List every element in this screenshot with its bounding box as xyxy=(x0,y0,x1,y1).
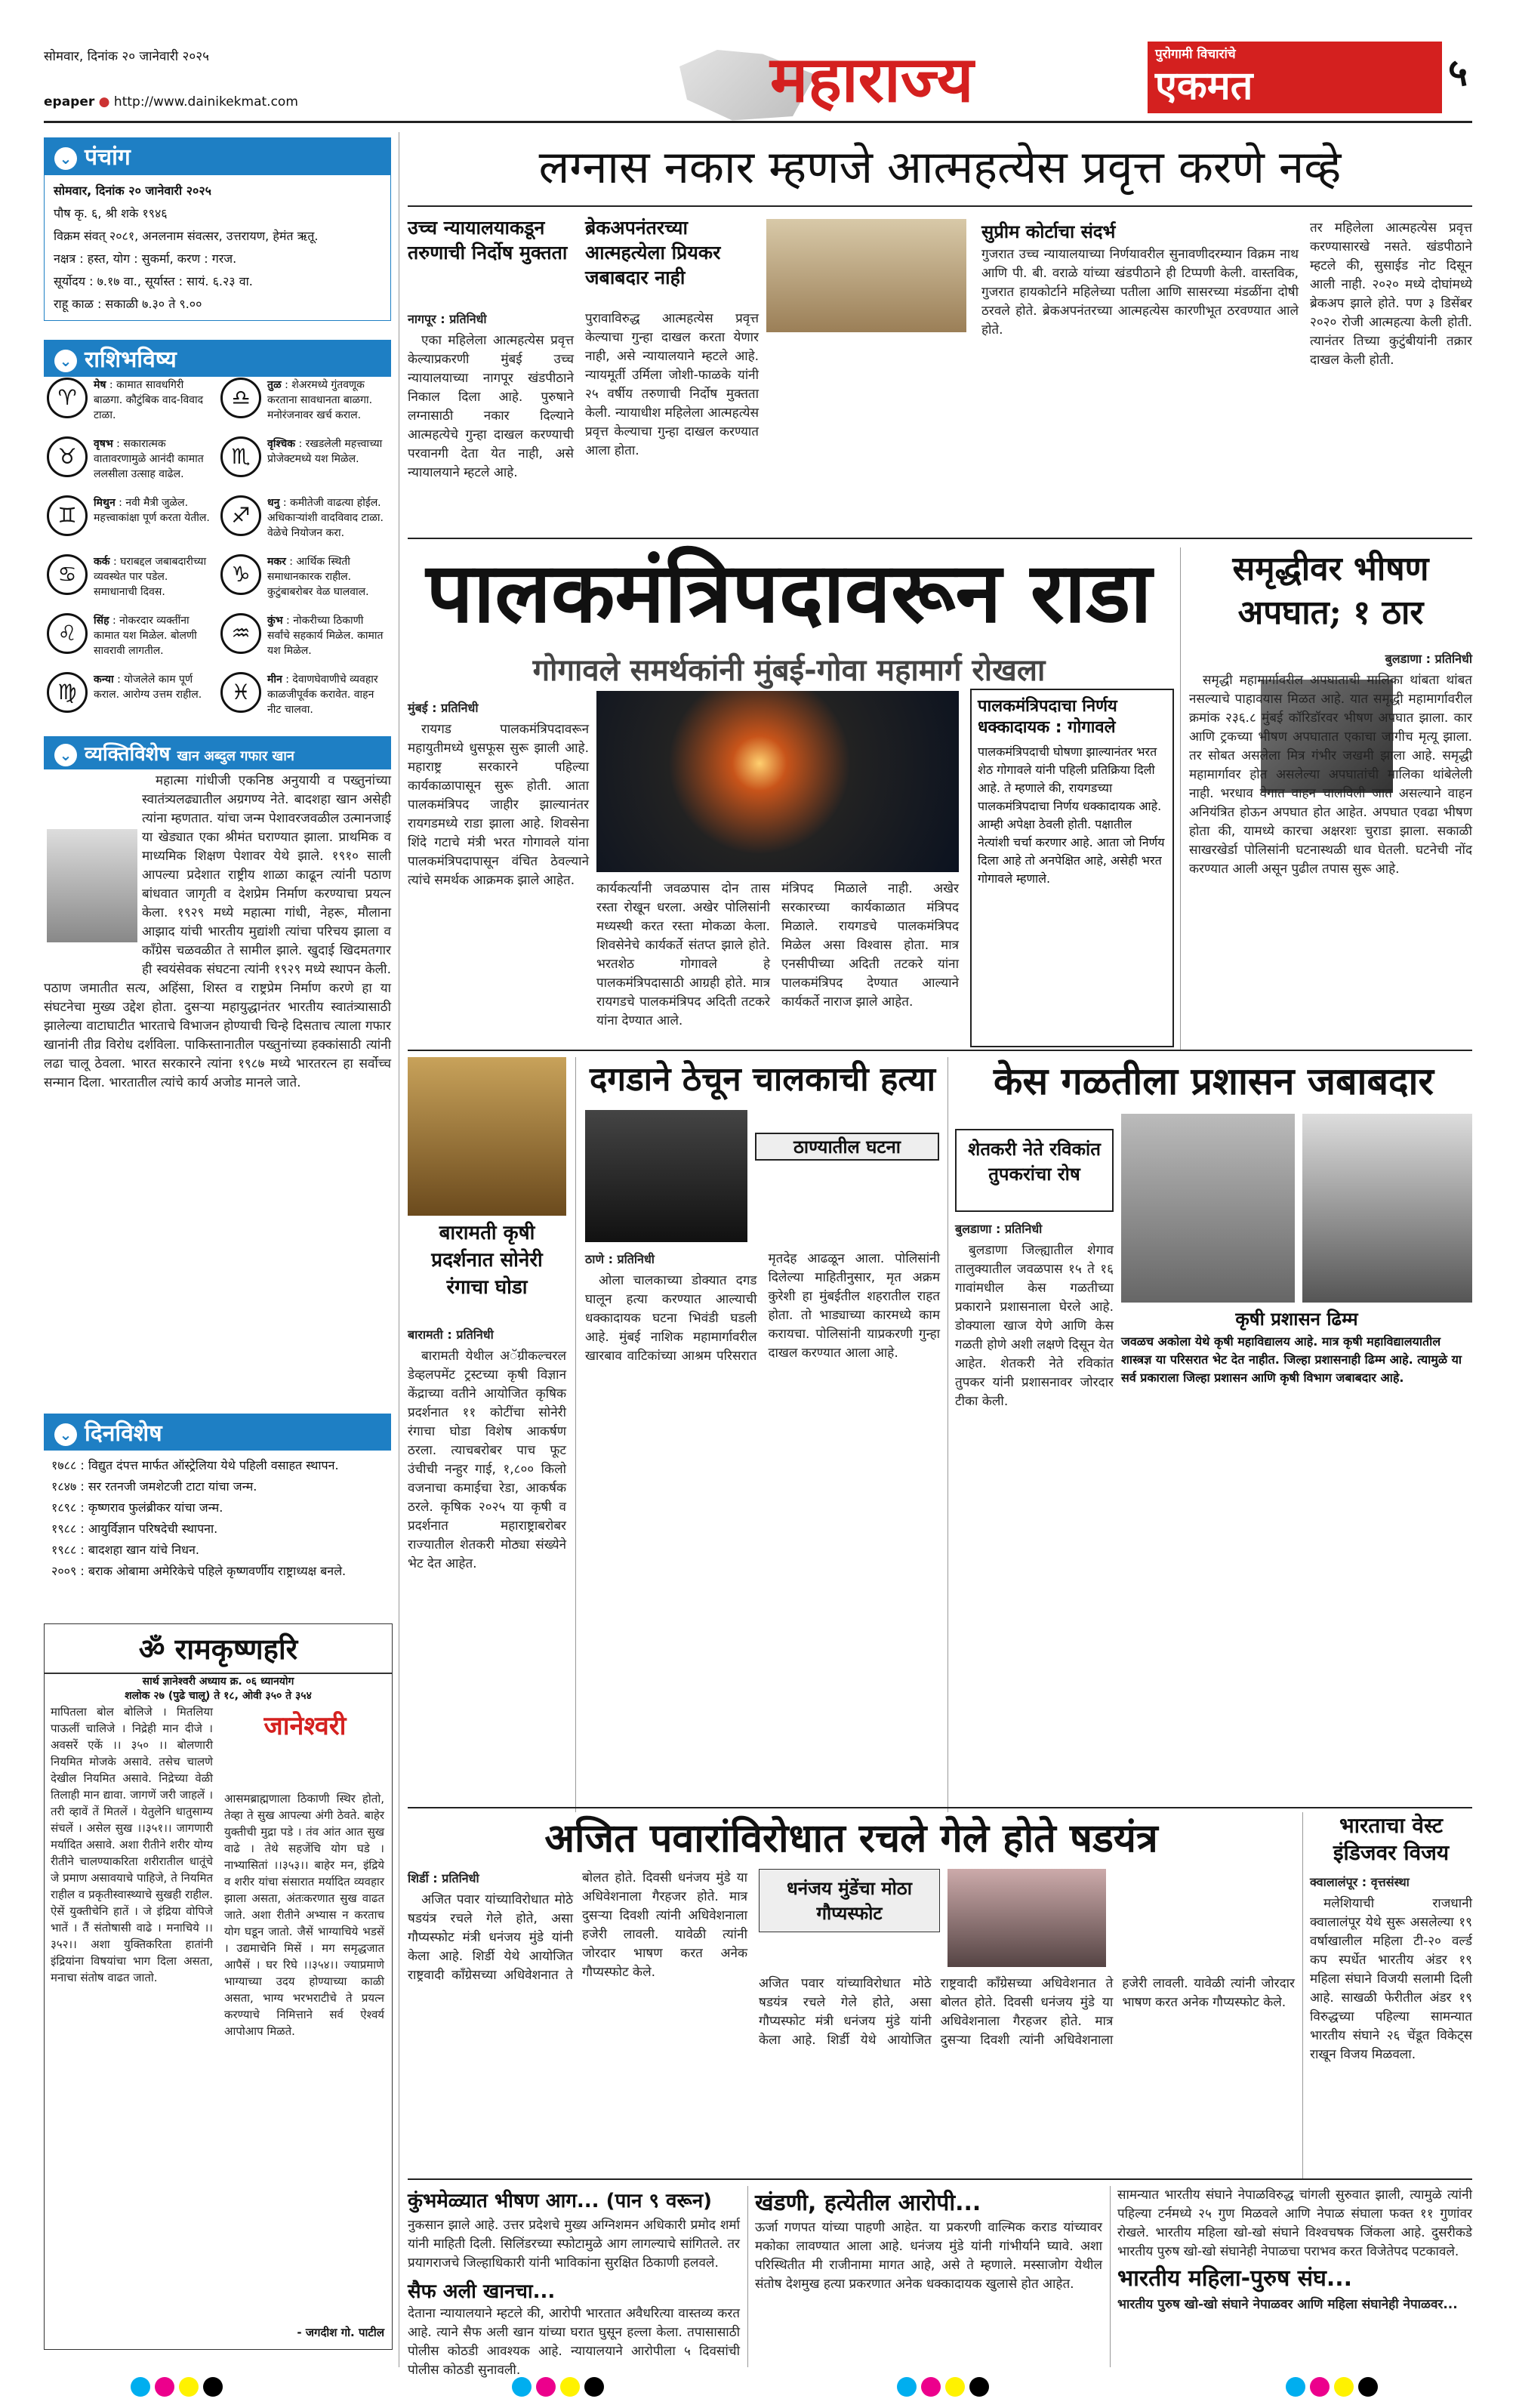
rashi-item xyxy=(47,672,214,713)
zodiac-icon: ♎ xyxy=(220,378,261,418)
lead-col1: नागपूर : प्रतिनिधी एका महिलेला आत्महत्येस प्रवृत्त केल्याप्रकरणी मुंबई उच्च न्यायालयाच्या नागपूर खंडपीठाने निकाल दिला आहे. पुरुषाने लग्नासाठी नकार दिल्याने आत्महत्येचे गुन्हा दाखल करण्याची परवानगी देता येत नाही, असे न्यायालयाने म्हटले आहे. xyxy=(408,310,574,536)
cricket-col: क्वालालंपूर : वृत्तसंस्था मलेशियाची राजधानी क्वालालंपूर येथे सुरू असलेल्या १९ वर्षाखालील महिला टी-२० वर्ल्ड कप स्पर्धेत भारतीय अंडर १९ महिला संघाने विजयी सलामी दिली आहे. साखळी फेरीतील अंडर १९ विरुद्धच्या पहिल्या सामन्यात भारतीय संघाने २६ चेंडूत विकेट्स राखून विजय मिळवला. xyxy=(1310,1873,1472,2175)
murder-col: ठाणे : प्रतिनिधी ओला चालकाच्या डोक्यात दगड घालून हत्या करण्यात आल्याची धक्कादायक घटना भिवंडी घडली आहे. मुंबई नाशिक महामार्गावरील खारबाव वाटिकांच्या आश्रम परिसरात मृतदेह आढळून आला. पोलिसांनी दिलेल्या माहितीनुसार, मृत अक्रम कुरेशी हा मुंबईतील शहरातील राहत होता. तो भाड्याच्या कारमध्ये काम करायचा. पोलिसांनी याप्रकरणी गुन्हा दाखल करण्यात आला आहे. xyxy=(585,1251,940,1364)
ajit-col1: शिर्डी : प्रतिनिधी अजित पवार यांच्याविरोधात मोठे षडयंत्र रचले गेले होते, असा गौप्यस्फोट मंत्री धनंजय मुंडे यांनी केला आहे. शिर्डी येथे आयोजित राष्ट्रवादी काँग्रेसच्या अधिवेशनात ते बोलत होते. दिवसी धनंजय मुंडे या अधिवेशनाला गैरहजर होते. मात्र दुसऱ्या दिवशी त्यांनी अधिवेशनाला हजेरी लावली. यावेळी त्यांनी जोरदार भाषण करत अनेक गौप्यस्फोट केले. xyxy=(408,1870,747,1983)
kes-headline: केस गळतीला प्रशासन जबाबदार xyxy=(994,1059,1434,1103)
rashi-name: कुंभ xyxy=(267,615,283,627)
paper-logo xyxy=(1148,42,1442,113)
rashi-heading: ⌄ राशिभविष्य xyxy=(44,340,391,377)
kumbh-col: नुकसान झाले आहे. उत्तर प्रदेशचे मुख्य अग्निशमन अधिकारी प्रमोद शर्मा यांनी माहिती दिली. सिलिंडरच्या स्फोटामुळे आग लागल्याचे सांगितले. तर प्रयागराजचे जिल्हाधिकारी यांनी भाविकांना सुरक्षित ठिकाणी हलवले. xyxy=(408,2218,740,2271)
rashi-name: मिथुन xyxy=(94,497,116,509)
ajit-headline: अजित पवारांविरोधात रचले गेले होते षडयंत्र xyxy=(544,1815,1158,1861)
murder-headline: दगडाने ठेचून चालकाची हत्या xyxy=(589,1060,936,1099)
palak-box xyxy=(970,689,1174,1047)
lead-byline: नागपूर : प्रतिनिधी xyxy=(408,312,487,326)
panchang-box xyxy=(44,137,391,321)
panchang-line: राहू काळ : सकाळी ७.३० ते ९.०० xyxy=(54,297,202,311)
tupkar-photo xyxy=(1302,1114,1472,1303)
rashi-forecast: कामात सावधगिरी बाळगा. कौटुंबिक वाद-विवाद टाळा. xyxy=(94,379,204,421)
rashi-name: मेष xyxy=(94,379,106,391)
chevron-down-icon: ⌄ xyxy=(54,350,77,372)
dinvishesh-box xyxy=(44,1414,391,1586)
palak-col1: मुंबई : प्रतिनिधी रायगड पालकमंत्रिपदावरून महायुतीमध्ये धुसफूस सुरू झाली आहे. महाराष्ट्र सरकारने पहिल्या कार्यकाळापासून सुरू होती. आता पालकमंत्रिपद जाहीर झाल्यानंतर रायगडमध्ये राडा झाला आहे. शिवसेना शिंदे गटाचे मंत्री भरत गोगावले यांना पालकमंत्रिपदापासून वंचित ठेवल्याने त्यांचे समर्थक आक्रमक झाले आहेत. xyxy=(408,698,589,1046)
dinvishesh-item: २००९ : बराक ओबामा अमेरिकेचे पहिले कृष्णवर्णीय राष्ट्राध्यक्ष बनले. xyxy=(51,1564,347,1578)
rashi-text: तुळ : शेअरमध्ये गुंतवणूक करताना सावधानता बाळगा. मनोरंजनावर खर्च कराल. xyxy=(267,379,373,421)
khandani-headline: खंडणी, हत्येतील आरोपी... xyxy=(755,2190,981,2216)
ramkrishna-title: ॐ रामकृष्णहरि xyxy=(45,1624,392,1674)
vyakti-box xyxy=(44,736,391,769)
ramkrishna-col1: मापितला बोल बोलिजे । मितलिया पाऊलीं चालिजे । निद्रेही मान दीजे । अवसरें एकें ।। ३५० ।। बोलणारी नियमित मोजके असावे. तसेच चालणे देखील नियमित असावे. निद्रेच्या वेळी तिलाही मान द्यावा. जागणें जरी जाहलें । तरी व्हावें तें मितलें । येतुलेनि धातुसाम्य संचलें । असेल सुख ।।३५१।। जागणारी मर्यादित असावे. अशा रीतीने शरीर योग्य रीतीने चालण्याकरिता शरीरातील धातूंचे जे प्रमाण असावयाचे पाहिजे, ते नियमित राहील व प्रकृतीस्वास्थ्याचे सुखही राहील. ऐसें युक्तीचेनि हातें । जे इंद्रिया वोपिजे भातें । तैं संतोषासी वाढे । मनाचिये ।।३५२।। अशा युक्तिकरिता हातांनी इंद्रियांना विषयांचा भाग दिला असता, मनाचा संतोष वाढत जातो. xyxy=(51,1705,213,1984)
zodiac-icon: ♊ xyxy=(47,495,88,536)
rashi-name: मकर xyxy=(267,556,286,568)
kes-col: बुलडाणा : प्रतिनिधी बुलडाणा जिल्ह्यातील शेगाव तालुक्यातील जवळपास १५ ते १६ गावांमधील केस गळतीच्या प्रकाराने प्रशासनाला घेरले आहे. डोक्याला खाज येणे आणि केस गळती होणे अशी लक्षणे दिसून येत आहेत. शेतकरी नेते रविकांत तुपकर यांनी प्रशासनावर जोरदार टीका केली. xyxy=(955,1219,1114,1801)
rashi-text: कन्या : योजलेले काम पूर्ण कराल. आरोग्य उत्तम राहील. xyxy=(94,674,202,701)
rashi-item xyxy=(47,378,214,423)
rashi-item xyxy=(220,495,388,541)
palak-sub: गोगावले समर्थकांनी मुंबई-गोवा महामार्ग रोखला xyxy=(532,653,1046,688)
zodiac-icon: ♈ xyxy=(47,378,88,418)
rashi-text: मेष : कामात सावधगिरी बाळगा. कौटुंबिक वाद-विवाद टाळा. xyxy=(94,379,204,421)
horse-photo xyxy=(408,1057,566,1216)
rashi-item xyxy=(220,672,388,717)
jnaneshwari-logo: जानेश्वरी xyxy=(263,1711,347,1741)
cricket-headline: भारताचा वेस्ट इंडिजवर विजय xyxy=(1333,1813,1450,1865)
rashi-forecast: घराबद्दल जबाबदारीच्या व्यवस्थेत पार पडेल. समाधानाची दिवस. xyxy=(94,556,207,598)
paper-name: एकमत xyxy=(1155,63,1253,109)
ramkrishna-sub: सार्थ ज्ञानेश्वरी अध्याय क्र. ०६ ध्यानयोग xyxy=(142,1676,294,1688)
saif-headline: सैफ अली खानचा... xyxy=(408,2280,556,2303)
zodiac-icon: ♓ xyxy=(220,672,261,713)
rashi-forecast: रखडलेली महत्त्वाच्या प्रोजेक्टमध्ये यश मिळेल. xyxy=(267,438,383,465)
rashi-text: मकर : आर्थिक स्थिती समाधानकारक राहील. कुटुंबाबरोबर वेळ घालवाल. xyxy=(267,556,369,598)
website-url: http://www.dainikekmat.com xyxy=(113,94,298,109)
murder-byline: ठाणे : प्रतिनिधी xyxy=(585,1252,655,1266)
panchang-line: सूर्योदय : ७.१७ वा., सूर्यास्त : सायं. ६.२३ वा. xyxy=(54,274,253,288)
horse-headline: बारामती कृषी प्रदर्शनात सोनेरी रंगाचा घोडा xyxy=(431,1222,543,1299)
zodiac-icon: ♉ xyxy=(47,436,88,477)
color-registration-marks xyxy=(128,2377,225,2400)
horse-col: बारामती : प्रतिनिधी बारामती येथील अॅग्रीकल्चरल डेव्हलपमेंट ट्रस्टच्या कृषी विज्ञान केंद्राच्या वतीने आयोजित कृषिक प्रदर्शनात ११ कोटींचा सोनेरी रंगाचा घोडा विशेष आकर्षण ठरला. त्याचबरोबर पाच फूट उंचीची नन्हुर गाई, १,८०० किलो वजनाचा कमाईचा रेडा, आकर्षक ठरले. कृषिक २०२५ या कृषी व प्रदर्शनात महाराष्ट्राबरोबर राज्यातील शेतकरी मोठ्या संख्येने भेट देत आहेत. xyxy=(408,1325,566,1801)
samruddhi-byline: बुलडाणा : प्रतिनिधी xyxy=(1385,652,1472,666)
murder-box: ठाण्यातील घटना xyxy=(755,1133,939,1161)
palak-box-text: पालकमंत्रिपदाची घोषणा झाल्यानंतर भरत शेठ गोगावले यांनी पहिली प्रतिक्रिया दिली आहे. ते म्हणाले की, रायगडच्या पालकमंत्रिपदाचा निर्णय धक्कादायक आहे. आम्ही अपेक्षा ठेवली होती. पक्षातील नेत्यांशी चर्चा करणार आहे. आता जो निर्णय दिला आहे तो अनपेक्षित आहे, असेही भरत गोगावले म्हणाले. xyxy=(978,745,1165,886)
ramkrishna-col2: आसमब्राह्मणाला ठिकाणी स्थिर होतो, तेव्हा ते सुख आपल्या अंगी ठेवते. बाहेर युक्तीची मुद्रा पडे । तंव आंत आत सुख वाढे । तेथे सहजेंचि योग घडे । नाभ्यासितां ।।३५३।। बाहेर मन, इंद्रिये व शरीर यांचा संसारात मर्यादित व्यवहार झाला असता, अंतःकरणात सुख वाढत जाते. अशा रीतीने अभ्यास न करताच योग घडून जातो. जैसें भाग्याचिये भडसें । उद्यमाचेनि मिसें । मग समृद्धजात आपैसें । घर रिघे ।।३५४।। ज्याप्रमाणे भाग्याच्या उदय होण्याच्या काळी असता, भाग्य भरभराटीचे ते प्रयत्न करण्याचे निमित्ताने सर्व ऐश्वर्य आपोआप मिळते. xyxy=(224,1792,384,2038)
rashi-text: धनु : कमीतेजी वाढत्या होईल. अधिकाऱ्यांशी वादविवाद टाळा. वेळेचे नियोजन करा. xyxy=(267,497,384,539)
hair-loss-photo xyxy=(1121,1114,1295,1303)
zodiac-icon: ♐ xyxy=(220,495,261,536)
rashi-forecast: नवी मैत्री जुळेल. महत्त्वाकांक्षा पूर्ण करता येतील. xyxy=(94,497,210,524)
color-registration-marks xyxy=(895,2377,991,2400)
saif-col: देताना न्यायालयाने म्हटले की, आरोपी भारतात अवैधरित्या वास्तव्य करत आहे. त्याने सैफ अली खान यांच्या घरात घुसून हल्ला केला. तपासासाठी पोलीस कोठडी आवश्यक आहे. न्यायालयाने आरोपीला ५ दिवसांची पोलीस कोठडी सुनावली. xyxy=(408,2306,740,2378)
dinvishesh-item: १७८८ : विद्युत दंपत्त मार्फत ऑस्ट्रेलिया येथे पहिली वसाहत स्थापन. xyxy=(51,1458,339,1472)
rashi-forecast: कमीतेजी वाढत्या होईल. अधिकाऱ्यांशी वादविवाद टाळा. वेळेचे नियोजन करा. xyxy=(267,497,384,539)
chevron-down-icon: ⌄ xyxy=(54,1423,77,1446)
rashi-name: तुळ xyxy=(267,379,282,391)
ajit-munde-photo xyxy=(948,1869,1106,1967)
palak-col2: कार्यकर्त्यांनी जवळपास दोन तास रस्ता रोखून धरला. अखेर पोलिसांनी मध्यस्थी करत रस्ता मोकळा केला. शिवसेनेचे कार्यकर्ते संतप्त झाले होते. भरतशेठ गोगावले हे पालकमंत्रिपदासाठी आग्रही होते. मात्र रायगडचे पालकमंत्रिपद अदिती तटकरे यांना देण्यात आले. xyxy=(596,881,770,1028)
cricket-byline: क्वालालंपूर : वृत्तसंस्था xyxy=(1310,1875,1410,1889)
rashi-name: वृश्चिक xyxy=(267,438,296,450)
rashi-item xyxy=(47,495,214,536)
supreme-court-photo xyxy=(766,219,966,332)
zodiac-icon: ♑ xyxy=(220,554,261,595)
palak-byline: मुंबई : प्रतिनिधी xyxy=(408,701,479,715)
rashi-name: कन्या xyxy=(94,674,114,686)
panchang-line: विक्रम संवत् २०८१, अनलनाम संवत्सर, उत्तरायण, हेमंत ऋतू. xyxy=(54,229,319,243)
sc-title: सुप्रीम कोर्टाचा संदर्भ xyxy=(981,221,1116,242)
issue-date: सोमवार, दिनांक २० जानेवारी २०२५ xyxy=(44,49,209,64)
page-number: ५ xyxy=(1448,51,1468,94)
mahila-headline: भारतीय महिला-पुरुष संघ... xyxy=(1117,2265,1353,2292)
chevron-down-icon: ⌄ xyxy=(54,744,77,766)
zodiac-icon: ♒ xyxy=(220,613,261,654)
rashi-text: वृश्चिक : रखडलेली महत्त्वाच्या प्रोजेक्टमध्ये यश मिळेल. xyxy=(267,438,383,465)
rashi-forecast: सकारात्मक वातावरणामुळे आनंदी कामात ललसीला उत्साह वाढेल. xyxy=(94,438,204,480)
ajit-box: धनंजय मुंडेंचा मोठा गौप्यस्फोट xyxy=(759,1869,940,1932)
rashi-name: धनु xyxy=(267,497,280,509)
murder-photo xyxy=(585,1110,747,1242)
paper-tagline: पुरोगामी विचारांचे xyxy=(1155,47,1236,62)
ajit-byline: शिर्डी : प्रतिनिधी xyxy=(408,1871,479,1885)
panchang-date: सोमवार, दिनांक २० जानेवारी २०२५ xyxy=(54,183,211,198)
vyakti-name: खान अब्दुल गफार खान xyxy=(177,748,294,764)
ramkrishna-author: - जगदीश गो. पाटील xyxy=(297,2326,384,2339)
mahila-col xyxy=(1117,2295,1472,2363)
ramkrishna-box xyxy=(44,1623,393,2350)
rashi-forecast: आर्थिक स्थिती समाधानकारक राहील. कुटुंबाबरोबर वेळ घालवाल. xyxy=(267,556,369,598)
rashi-name: कर्क xyxy=(94,556,110,568)
lead-col2: पुरावाविरुद्ध आत्महत्येस प्रवृत्त केल्याचा गुन्हा दाखल करता येणार नाही, असे न्यायालयाने म्हटले आहे. न्यायमूर्ती उर्मिला जोशी-फाळके यांनी २५ वर्षीय तरुणाची निर्दोष मुक्तता केली. न्यायाधीश महिलेला आत्महत्येस प्रवृत्त केल्याचा गुन्हा दाखल करण्यात आला होता. xyxy=(585,311,759,458)
rashi-item xyxy=(47,436,214,482)
epaper-label: epaper xyxy=(44,94,95,109)
ajit-col2: अजित पवार यांच्याविरोधात मोठे षडयंत्र रचले गेले होते, असा गौप्यस्फोट मंत्री धनंजय मुंडे यांनी केला आहे. शिर्डी येथे आयोजित राष्ट्रवादी काँग्रेसच्या अधिवेशनात ते बोलत होते. दिवसी धनंजय मुंडे या अधिवेशनाला गैरहजर होते. मात्र दुसऱ्या दिवशी त्यांनी अधिवेशनाला हजेरी लावली. यावेळी त्यांनी जोरदार भाषण करत अनेक गौप्यस्फोट केले. xyxy=(759,1976,1295,2048)
rashi-forecast: योजलेले काम पूर्ण कराल. आरोग्य उत्तम राहील. xyxy=(94,674,202,701)
rashi-forecast: शेअरमध्ये गुंतवणूक करताना सावधानता बाळगा. मनोरंजनावर खर्च कराल. xyxy=(267,379,373,421)
lead-sub1: उच्च न्यायालयाकडून तरुणाची निर्दोष मुक्तता xyxy=(408,217,568,264)
rashi-text: वृषभ : सकारात्मक वातावरणामुळे आनंदी कामात ललसीला उत्साह वाढेल. xyxy=(94,438,204,480)
rashi-text: मीन : देवाणघेवाणीचे व्यवहार काळजीपूर्वक करावेत. वाहन नीट चालवा. xyxy=(267,674,378,716)
lead-sub2: ब्रेकअपनंतरच्या आत्महत्येला प्रियकर जबाबदार नाही xyxy=(585,217,721,288)
panchang-heading: ⌄ पंचांग xyxy=(44,137,391,174)
protest-photo xyxy=(596,691,959,872)
kes-caption-title: कृषी प्रशासन ढिम्म xyxy=(1235,1309,1358,1330)
section-title: महाराज्य xyxy=(770,42,974,116)
rashi-item xyxy=(47,613,214,658)
zodiac-icon: ♌ xyxy=(47,613,88,654)
mahila-col-top: सामन्यात भारतीय संघाने नेपाळविरुद्ध चांगली सुरुवात झाली, त्यामुळे त्यांनी पहिल्या टर्नमध्ये २५ गुण मिळवले आणि नेपाळ संघाला फक्त ११ गुणांवर रोखले. भारतीय महिला खो-खो संघाने विश्वचषक जिंकला आहे. दुसरीकडे भारतीय पुरुष खो-खो संघानेही नेपाळचा पराभव करत विजेतेपद पटकावले. xyxy=(1117,2188,1472,2259)
samruddhi-col: बुलडाणा : प्रतिनिधी समृद्धी महामार्गावरील अपघाताची मालिका थांबता थांबत नसल्याचे पाहावयास मिळत आहे. यात समृद्धी महामार्गावरील क्रमांक २३६.८ मुंबई कॉरिडॉरवर भीषण अपघात झाला. कार आणि ट्रकच्या भीषण अपघातात एकाचा जागीच मृत्यू झाला. तर सोबत असलेला मित्र गंभीर जखमी झाला आहे. समृद्धी महामार्गावर होत असलेल्या अपघातांची मालिका थांबेलेली नाही. भरधाव वेगात वाहन चालविली जात असल्याने वाहन अनियंत्रित होऊन अपघात होत आहेत. अपघात एवढा भीषण होता की, यामध्ये कारचा अक्षरशः चुराडा झाला. सकाळी साखरखेर्डा पोलिसांनी घटनास्थळी धाव घेतली. घटनेची नोंद करण्यात आली असून पुढील तपास सुरू आहे. xyxy=(1189,649,1472,1046)
rashi-item xyxy=(220,554,388,600)
dinvishesh-item: १९८८ : बादशहा खान यांचे निधन. xyxy=(51,1543,199,1557)
rashi-name: मीन xyxy=(267,674,282,686)
rashi-text: कुंभ : नोकरीच्या ठिकाणी सर्वांचे सहकार्य मिळेल. कामात यश मिळेल. xyxy=(267,615,384,657)
palak-box-title: पालकमंत्रिपदाचा निर्णय धक्कादायक : गोगावले xyxy=(978,697,1117,737)
rashi-text: कर्क : घराबद्दल जबाबदारीच्या व्यवस्थेत पार पडेल. समाधानाची दिवस. xyxy=(94,556,207,598)
dinvishesh-item: १९८८ : आयुर्विज्ञान परिषदेची स्थापना. xyxy=(51,1522,218,1536)
rashi-text: सिंह : नोकरदार व्यक्तींना कामात यश मिळेल. बोलणी सावरावी लागतील. xyxy=(94,615,197,657)
zodiac-icon: ♏ xyxy=(220,436,261,477)
globe-icon: ● xyxy=(98,94,110,109)
lead-col3: गुजरात उच्च न्यायालयाच्या निर्णयावरील सुनावणीदरम्यान विक्रम नाथ आणि पी. बी. वराळे यांच्या खंडपीठाने ही टिप्पणी केली. वास्तविक, गुजरात हायकोर्टाने महिलेच्या पतीला आणि सासरच्या मंडळींना दोषी ठरवले होते. ब्रेकअपनंतरच्या आत्महत्येस कारणीभूत ठरवण्यात आले होते. xyxy=(981,247,1299,338)
kes-box: शेतकरी नेते रविकांत तुपकरांचा रोष xyxy=(955,1129,1114,1212)
rashi-forecast: नोकरदार व्यक्तींना कामात यश मिळेल. बोलणी सावरावी लागतील. xyxy=(94,615,197,657)
dinvishesh-heading: ⌄ दिनविशेष xyxy=(44,1414,391,1451)
vyakti-text: महात्मा गांधीजी एकनिष्ठ अनुयायी व पख्तुनांच्या स्वातंत्र्यलढ्यातील अग्रगण्य नेते. बादशहा खान असेही त्यांना म्हणतात. यांचा जन्म पेशावरजवळील उत्मानजाई या खेड्यात एका श्रीमंत घराण्यात झाला. प्राथमिक व माध्यमिक शिक्षण पेशावर येथे झाले. १९१० साली आपल्या प्रदेशात राष्ट्रीय शाळा काढून त्यांनी पठाण बांधवात जागृती व देशप्रेम निर्माण करण्याचा प्रयत्न केला. १९२९ मध्ये महात्मा गांधी, नेहरू, मौलाना आझाद यांची भारतीय मुद्यांशी त्यांचा परिचय झाला व काँग्रेस चळवळीत ते सामील झाले. खुदाई खिदमतगार ही स्वयंसेवक संघटना त्यांनी १९२९ मध्ये स्थापन केली. पठाण जमातीत सत्य, अहिंसा, शिस्त व राष्ट्रप्रेम निर्माण करणे हा या संघटनेचा मुख्य उद्देश होता. दुसऱ्या महायुद्धानंतर भारतीय स्वातंत्र्यासाठी झालेल्या वाटाघाटीत भारताचे विभाजन होण्याची चिन्हे दिसताच त्याला गफार खानांनी तीव्र विरोध दर्शविला. पाकिस्तानातील पख्तुनांच्या हक्कांसाठी त्यांनी लढा चालू ठेवला. भारत सरकारने त्यांना १९८७ मध्ये भारतरत्न हा सर्वोच्च सन्मान दिला. भारतातील त्यांचे कार्य अजोड मानले जाते. xyxy=(44,773,391,1090)
panchang-line: पौष कृ. ६, श्री शके १९४६ xyxy=(54,206,168,220)
panchang-line: नक्षत्र : हस्त, योग : सुकर्मा, करण : गरज. xyxy=(54,251,237,266)
zodiac-icon: ♋ xyxy=(47,554,88,595)
vyakti-heading: ⌄ व्यक्तिविशेष खान अब्दुल गफार खान xyxy=(44,736,391,769)
rashi-forecast: नोकरीच्या ठिकाणी सर्वांचे सहकार्य मिळेल. कामात यश मिळेल. xyxy=(267,615,384,657)
rashi-item xyxy=(220,613,388,658)
rashi-item xyxy=(47,554,214,600)
palak-headline: पालकमंत्रिपदावरून राडा xyxy=(426,544,1152,641)
rashi-text: मिथुन : नवी मैत्री जुळेल. महत्त्वाकांक्षा पूर्ण करता येतील. xyxy=(94,497,210,524)
palak-col3: मंत्रिपद मिळाले नाही. अखेर सरकारच्या कार्यकाळात मंत्रिपद मिळाले. रायगडचे पालकमंत्रिपद मिळेल असा विश्वास होता. मात्र एनसीपीच्या अदिती तटकरे यांना पालकमंत्रिपद देण्यात आल्याने कार्यकर्ते नाराज झाले आहेत. xyxy=(781,881,959,1010)
mahila-sub: भारतीय पुरुष खो-खो संघाने नेपाळवर आणि महिला संघानेही नेपाळवर... xyxy=(1117,2297,1458,2312)
lead-col4: तर महिलेला आत्महत्येस प्रवृत्त करण्यासारखे नसते. खंडपीठाने म्हटले की, सुसाईड नोट दिसून आली नाही. २०२० मध्ये दोघांमध्ये ब्रेकअप झाले होते. पण ३ डिसेंबर २०२० रोजी आत्महत्या केली होती. त्यानंतर तिच्या कुटुंबीयांनी तक्रार दाखल केली होती. xyxy=(1310,220,1472,368)
horse-byline: बारामती : प्रतिनिधी xyxy=(408,1327,494,1342)
kumbh-headline: कुंभमेळ्यात भीषण आग... (पान ९ वरून) xyxy=(408,2190,713,2212)
dinvishesh-item: १८४७ : सर रतनजी जमशेटजी टाटा यांचा जन्म. xyxy=(51,1479,257,1494)
chevron-down-icon: ⌄ xyxy=(54,147,77,170)
epaper-link[interactable] xyxy=(44,94,298,109)
rashi-name: वृषभ xyxy=(94,438,113,450)
zodiac-icon: ♍ xyxy=(47,672,88,713)
color-registration-marks xyxy=(1283,2377,1380,2400)
lead-headline: लग्नास नकार म्हणजे आत्महत्येस प्रवृत्त करणे नव्हे xyxy=(538,141,1342,194)
rashi-name: सिंह xyxy=(94,615,109,627)
color-registration-marks xyxy=(510,2377,606,2400)
khandani-col: ऊर्जा गणपत यांच्या पाहणी आहेत. या प्रकरणी वाल्मिक कराड यांच्यावर मकोका लावण्यात आला आहे. धनंजय मुंडे यांनी गांभीर्याने घ्यावे. अशा परिस्थितीत मी राजीनामा मागत आहे, असे ते म्हणाले. मस्साजोग येथील संतोष देशमुख हत्या प्रकरणात अनेक धक्कादायक खुलासे होत आहेत. xyxy=(755,2220,1102,2292)
rashi-forecast: देवाणघेवाणीचे व्यवहार काळजीपूर्वक करावेत. वाहन नीट चालवा. xyxy=(267,674,378,716)
dinvishesh-item: १८९८ : कृष्णराव फुलंब्रीकर यांचा जन्म. xyxy=(51,1500,223,1515)
samruddhi-headline: समृद्धीवर भीषण अपघात; १ ठार xyxy=(1232,550,1429,632)
rashi-item xyxy=(220,436,388,477)
kes-byline: बुलडाणा : प्रतिनिधी xyxy=(955,1222,1043,1236)
ramkrishna-sub2: शलोक २७ (पुढे चालू) ते १८, ओवी ३५० ते ३५४ xyxy=(125,1690,312,1702)
rashi-item xyxy=(220,378,388,423)
kes-caption: जवळच अकोला येथे कृषी महाविद्यालय आहे. मात्र कृषी महाविद्यालयातील शास्त्रज्ञ या परिसरात भेट देत नाहीत. जिल्हा प्रशासनाही ढिम्म आहे. त्यामुळे या सर्व प्रकाराला जिल्हा प्रशासन आणि कृषी विभाग जबाबदार आहे. xyxy=(1121,1334,1462,1385)
